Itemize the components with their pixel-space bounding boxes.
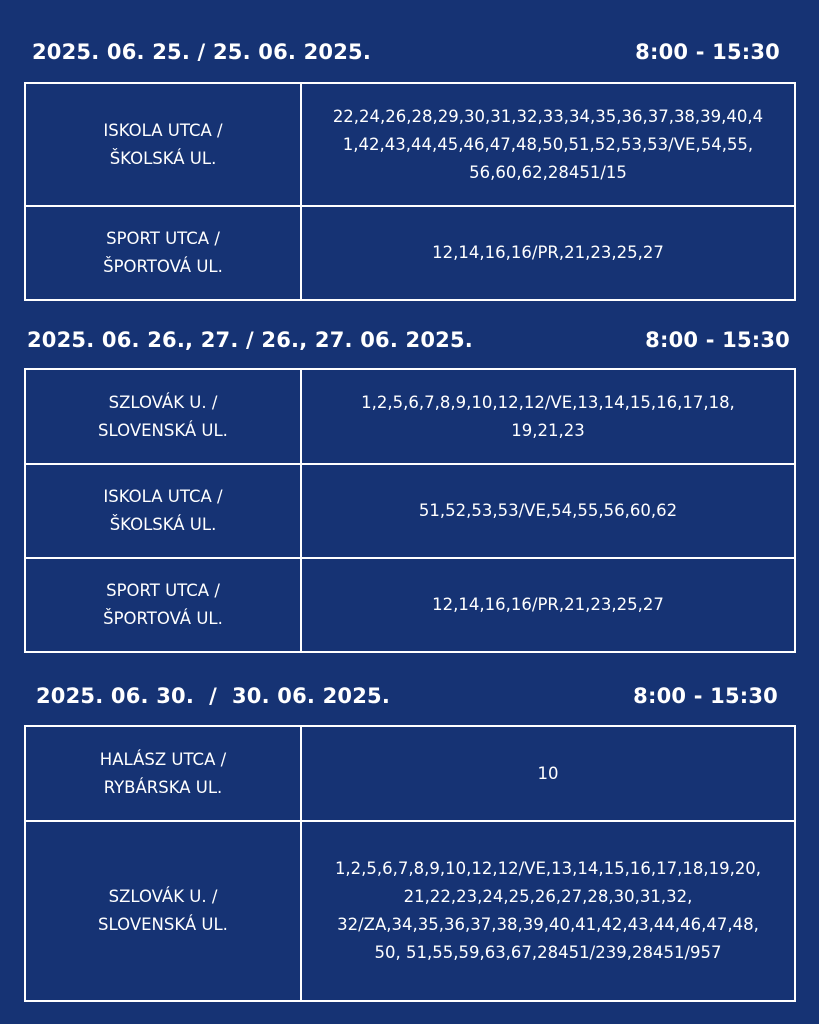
table-row — [25, 83, 795, 206]
street-name-sk: SLOVENSKÁ UL. — [98, 420, 228, 440]
section-2-header — [0, 324, 819, 356]
section-1-time: 8:00 - 15:30 — [635, 40, 780, 64]
section-2-time: 8:00 - 15:30 — [645, 328, 790, 352]
section-1-date: 2025. 06. 25. / 25. 06. 2025. — [32, 40, 371, 64]
house-numbers-line: 19,21,23 — [511, 420, 585, 440]
table-row — [25, 369, 795, 464]
section-1-header — [0, 36, 819, 68]
street-name-hu: SZLOVÁK U. / — [108, 392, 218, 412]
house-numbers-line: 56,60,62,28451/15 — [469, 162, 627, 182]
street-name-hu: HALÁSZ UTCA / — [99, 749, 227, 769]
street-name-hu: ISKOLA UTCA / — [103, 120, 223, 140]
house-numbers-line: 51,52,53,53/VE,54,55,56,60,62 — [418, 501, 678, 520]
street-name-sk: RYBÁRSKA UL. — [103, 777, 223, 797]
street-cell — [25, 206, 301, 300]
street-name-sk: ŠKOLSKÁ UL. — [109, 515, 217, 534]
section-1-table — [24, 82, 796, 301]
street-name-sk: ŠKOLSKÁ UL. — [109, 148, 217, 168]
house-numbers-line: 32/ZA,34,35,36,37,38,39,40,41,42,43,44,46,47,48, — [337, 915, 759, 934]
house-numbers-line: 1,2,5,6,7,8,9,10,12,12/VE,13,14,15,16,17,18,19,20, — [334, 859, 762, 878]
table-row — [25, 558, 795, 652]
table-row — [25, 821, 795, 1001]
house-numbers-cell — [301, 206, 795, 300]
section-3-date: 2025. 06. 30. / 30. 06. 2025. — [36, 684, 391, 708]
street-cell — [25, 83, 301, 206]
table-row — [25, 206, 795, 300]
street-name-hu: SPORT UTCA / — [106, 229, 220, 248]
house-numbers-line: 1,2,5,6,7,8,9,10,12,12/VE,13,14,15,16,17,18, — [361, 392, 735, 412]
street-cell — [25, 726, 301, 821]
street-name-hu: SZLOVÁK U. / — [108, 887, 218, 906]
table-row — [25, 726, 795, 821]
street-name-sk: ŠPORTOVÁ UL. — [103, 257, 223, 276]
house-numbers-cell — [301, 369, 795, 464]
street-cell — [25, 558, 301, 652]
section-3-time: 8:00 - 15:30 — [633, 684, 778, 708]
street-name-hu: SPORT UTCA / — [106, 581, 220, 600]
house-numbers-cell — [301, 558, 795, 652]
street-name-sk: SLOVENSKÁ UL. — [98, 915, 228, 934]
house-numbers-line: 12,14,16,16/PR,21,23,25,27 — [432, 243, 664, 262]
street-cell — [25, 821, 301, 1001]
house-numbers-line: 22,24,26,28,29,30,31,32,33,34,35,36,37,38,39,40,4 — [332, 106, 764, 126]
street-name-hu: ISKOLA UTCA / — [103, 487, 223, 506]
house-numbers-line: 21,22,23,24,25,26,27,28,30,31,32, — [403, 887, 693, 906]
house-numbers-line: 1,42,43,44,45,46,47,48,50,51,52,53,53/VE,54,55, — [342, 134, 754, 154]
section-2-date: 2025. 06. 26., 27. / 26., 27. 06. 2025. — [27, 328, 473, 352]
house-numbers-cell — [301, 821, 795, 1001]
street-cell — [25, 464, 301, 558]
house-numbers-line: 12,14,16,16/PR,21,23,25,27 — [432, 595, 664, 614]
house-numbers-cell — [301, 726, 795, 821]
house-numbers-cell — [301, 83, 795, 206]
table-row — [25, 464, 795, 558]
section-3-table — [24, 725, 796, 1002]
section-2-table — [24, 368, 796, 653]
house-numbers-line: 10 — [537, 763, 559, 783]
street-cell — [25, 369, 301, 464]
street-name-sk: ŠPORTOVÁ UL. — [103, 609, 223, 628]
house-numbers-cell — [301, 464, 795, 558]
house-numbers-line: 50, 51,55,59,63,67,28451/239,28451/957 — [374, 943, 722, 962]
section-3-header — [0, 680, 819, 712]
